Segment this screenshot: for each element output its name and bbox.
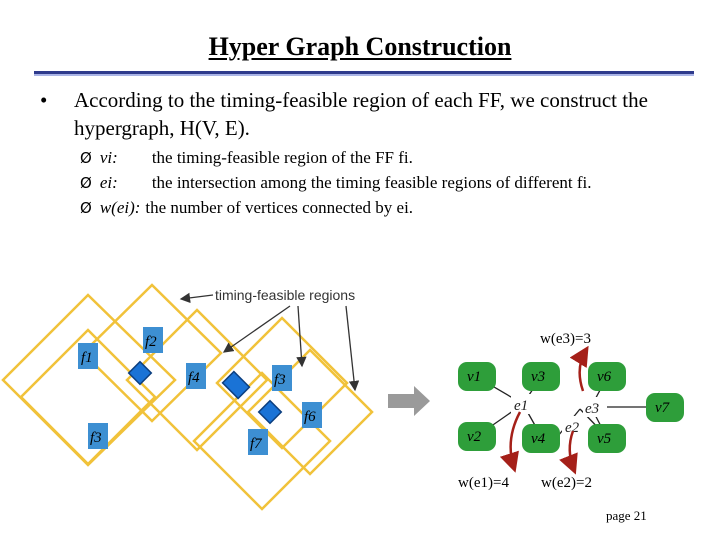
intersection-marker	[129, 362, 152, 385]
ff-box-f6	[302, 402, 322, 428]
ff-box-f7	[248, 429, 268, 455]
ff-box-f3-left	[88, 423, 108, 449]
edge-label: e2	[565, 420, 580, 436]
intersection-marker	[259, 401, 282, 424]
vertex-label: v3	[531, 369, 546, 385]
timing-feasible-regions	[3, 285, 372, 509]
weight-label-e2: w(e2)=2	[541, 475, 592, 491]
definition-term: vi:	[99, 148, 118, 167]
vertex-v2	[458, 422, 496, 451]
page-number: page 21	[606, 508, 647, 523]
definition-text: the timing-feasible region of the FF fi.	[151, 148, 413, 167]
ff-label: f7	[250, 436, 262, 452]
vertex-label: v2	[467, 429, 482, 445]
ff-box-f2	[143, 327, 163, 353]
definition-term: w(ei):	[99, 198, 141, 217]
edge-label: e3	[585, 401, 600, 417]
edge-label: e1	[514, 398, 529, 414]
ff-label: f4	[188, 370, 200, 386]
vertex-label: v6	[597, 369, 612, 385]
arrow-bullet-icon: Ø	[80, 149, 92, 167]
intersection-marker	[223, 372, 250, 399]
vertex-label: v7	[655, 400, 670, 416]
vertex-v6	[588, 362, 626, 391]
ff-label: f2	[145, 334, 157, 350]
vertex-v1	[458, 362, 496, 391]
ff-label: f6	[304, 409, 316, 425]
vertex-v7	[646, 393, 684, 422]
weight-label-e3: w(e3)=3	[540, 331, 591, 347]
vertex-v5	[588, 424, 626, 453]
vertex-label: v5	[597, 431, 612, 447]
vertex-v3	[522, 362, 560, 391]
weight-label-e1: w(e1)=4	[458, 475, 509, 491]
bullet-dot: •	[40, 88, 48, 112]
ff-box-f1	[78, 343, 98, 369]
bullet-text: According to the timing-feasible region of each FF, we construct the hypergraph, H(V, E).	[74, 88, 648, 140]
vertex-label: v1	[467, 369, 482, 385]
ff-label: f1	[81, 350, 93, 366]
ff-box-f4	[186, 363, 206, 389]
arrow-bullet-icon: Ø	[80, 174, 92, 192]
callout-arrows	[181, 295, 355, 390]
callout-label: timing-feasible regions	[215, 287, 356, 303]
page-title: Hyper Graph Construction	[208, 32, 512, 61]
arrow-bullet-icon: Ø	[80, 199, 92, 217]
ff-label: f3	[274, 372, 286, 388]
definition-text: the intersection among the timing feasible regions of different fi.	[151, 173, 592, 192]
transition-arrow-icon	[388, 386, 430, 416]
vertex-v4	[522, 424, 560, 453]
ff-label: f3	[90, 430, 102, 446]
vertex-label: v4	[531, 431, 546, 447]
definition-text: the number of vertices connected by ei.	[145, 198, 414, 217]
ff-box-f3	[272, 365, 292, 391]
definition-term: ei:	[99, 173, 118, 192]
